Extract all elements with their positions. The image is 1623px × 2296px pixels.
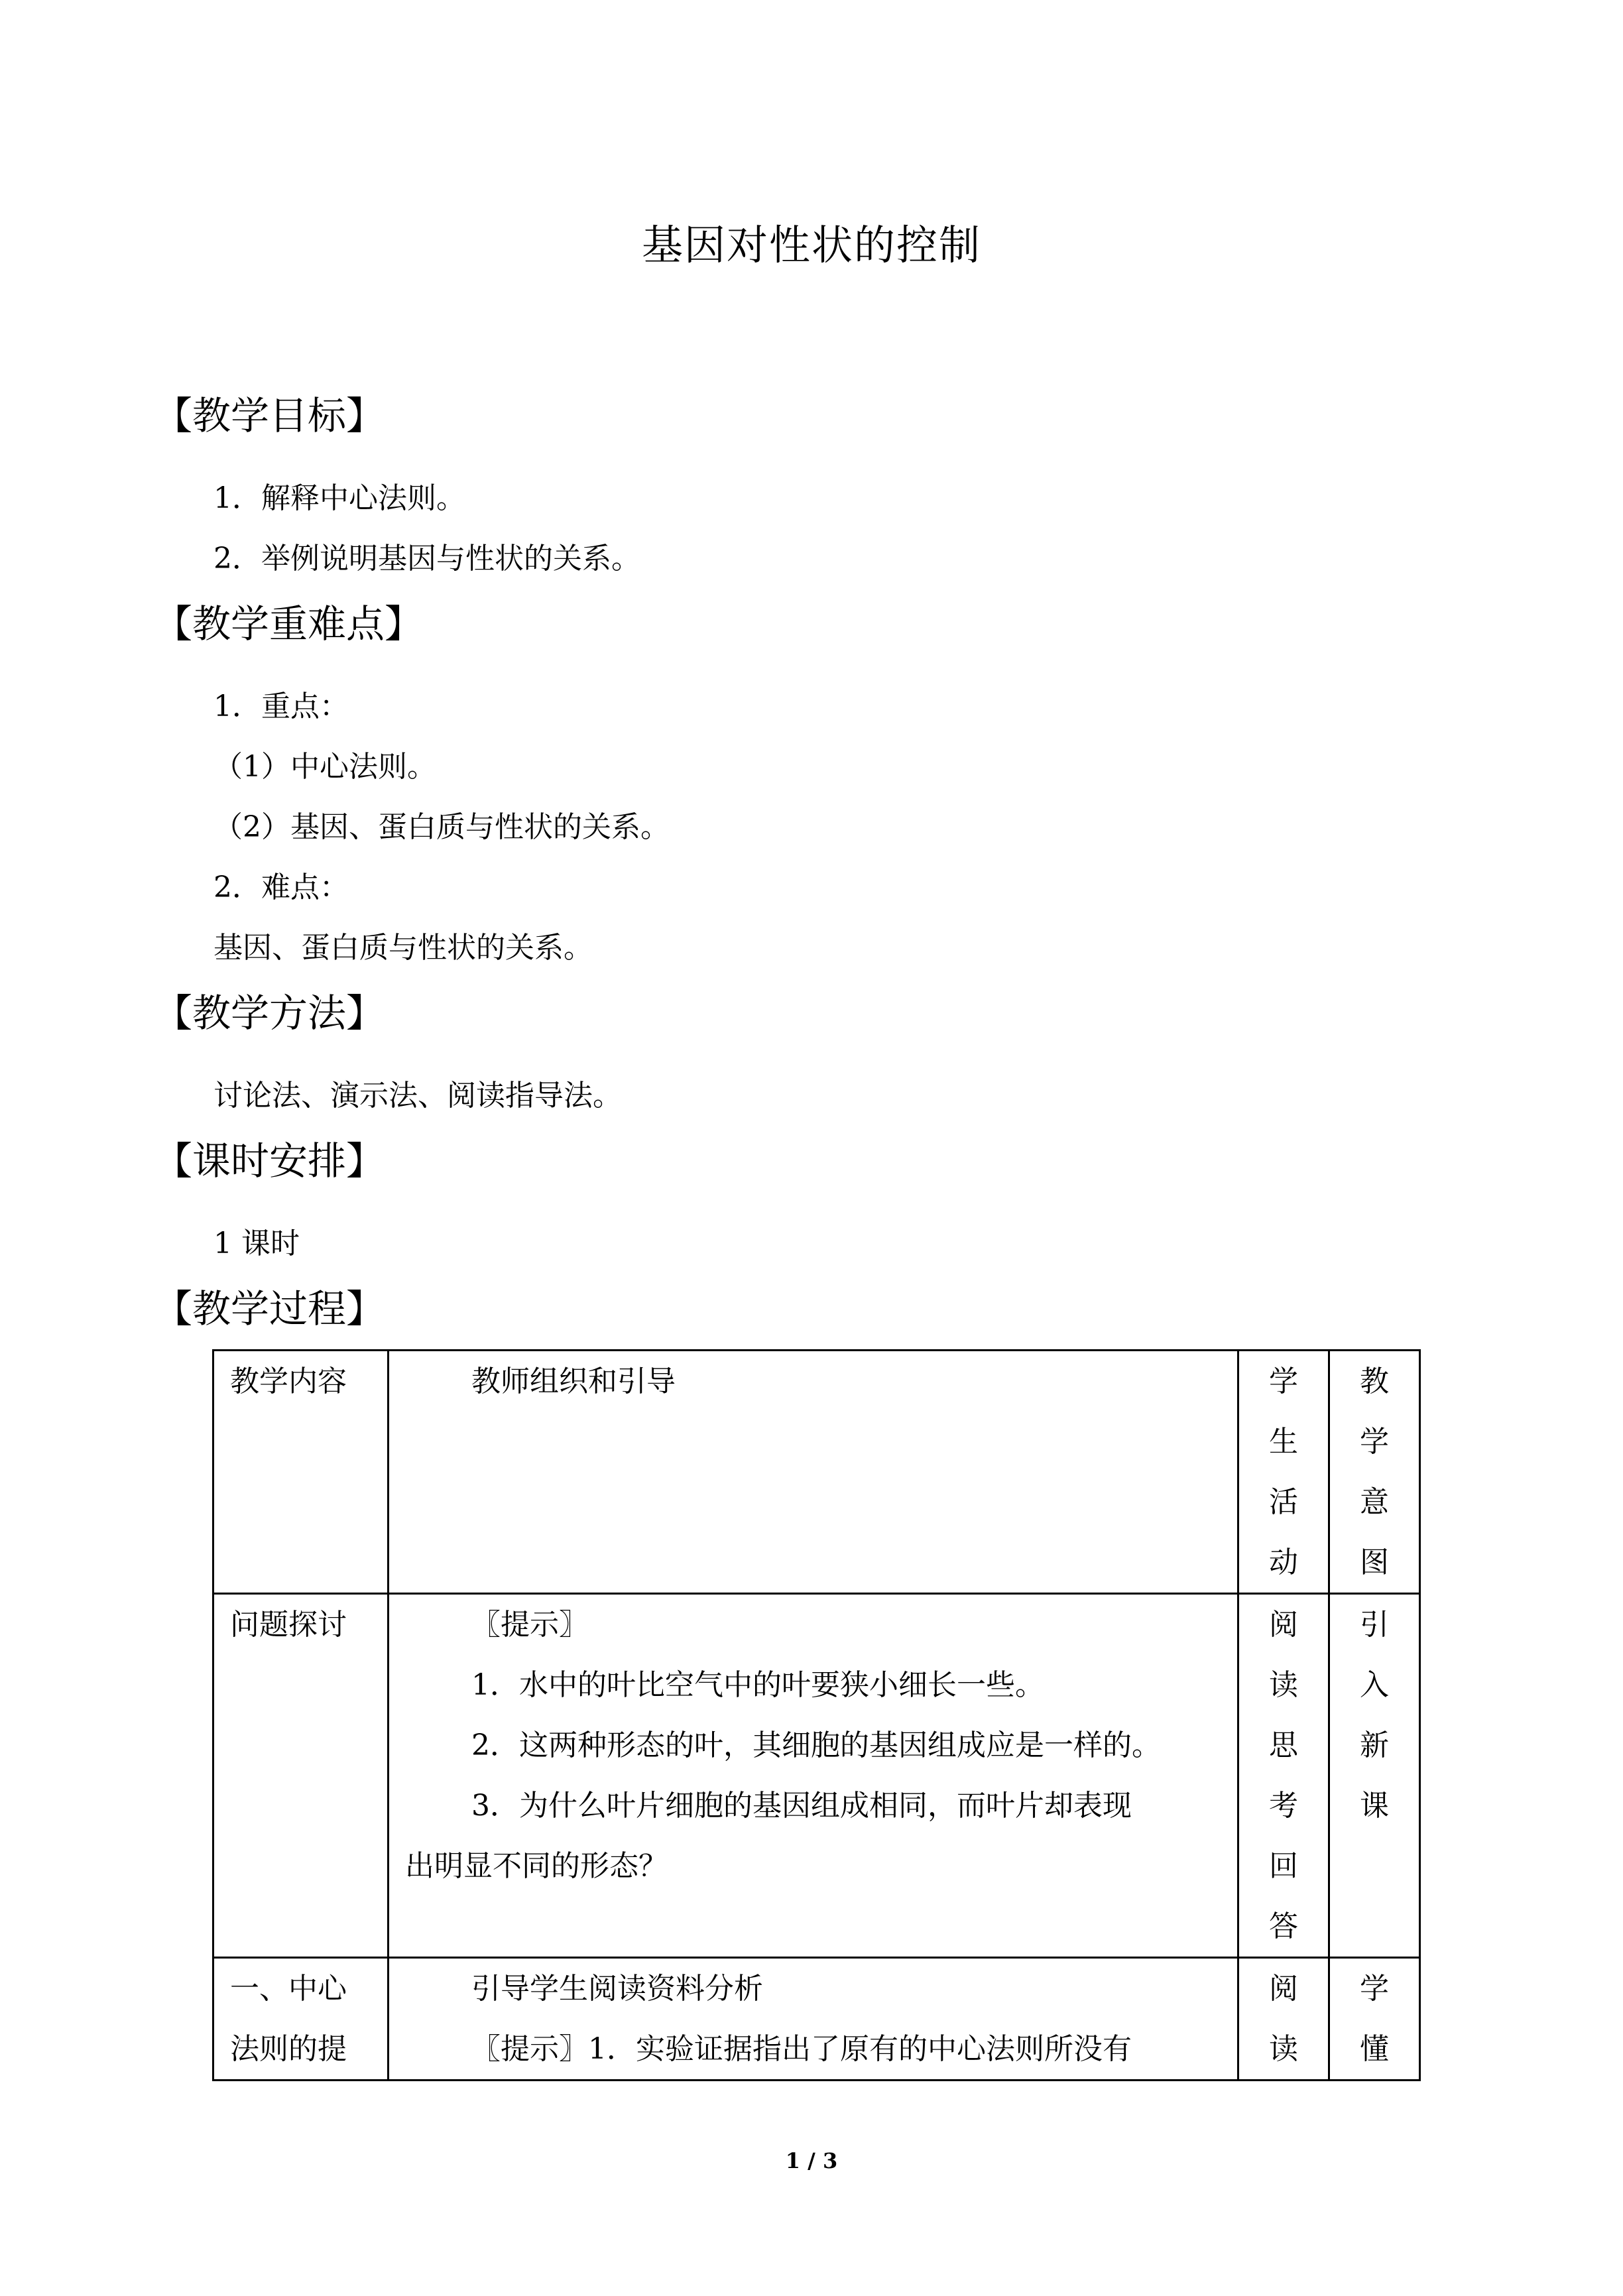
- header-intent-cell: [1329, 1351, 1420, 1594]
- objectives-heading: 【教学目标】: [154, 393, 385, 438]
- page-number: 1 / 3: [785, 2148, 838, 2173]
- header-intent-label: 教学意图: [1360, 1364, 1389, 1579]
- table-row: [213, 1958, 1420, 2081]
- row-content-cell: [213, 1594, 389, 1958]
- row-content-label: 问题探讨: [230, 1608, 347, 1642]
- row-content-cell: [213, 1958, 389, 2081]
- row-activity-cell: [1238, 1594, 1329, 1958]
- key-points-heading: 【教学重难点】: [154, 601, 424, 646]
- key-point-item-2: （1）中心法则。: [213, 750, 436, 784]
- header-guide-cell: [389, 1351, 1238, 1594]
- row-intent-label: 学懂: [1360, 1972, 1389, 2066]
- row-activity-cell: [1238, 1958, 1329, 2081]
- table-header-row: [213, 1351, 1420, 1594]
- row-content-label: 一、中心法则的提: [230, 1972, 347, 2066]
- row-intent-cell: [1329, 1594, 1420, 1958]
- row-guide-line: 出明显不同的形态？: [405, 1849, 668, 1883]
- key-point-item-1: 1．重点：: [213, 690, 349, 723]
- key-point-item-4: 2．难点：: [213, 871, 349, 904]
- methods-heading: 【教学方法】: [154, 991, 385, 1036]
- header-guide-label: 教师组织和引导: [471, 1364, 676, 1398]
- row-activity-label: 阅读思考回答: [1269, 1608, 1298, 1943]
- row-intent-label: 引入新课: [1360, 1608, 1389, 1823]
- schedule-heading: 【课时安排】: [154, 1138, 385, 1183]
- row-guide-line: 3．为什么叶片细胞的基因组成相同，而叶片却表现: [471, 1789, 1132, 1823]
- row-intent-cell: [1329, 1958, 1420, 2081]
- header-content-label: 教学内容: [230, 1364, 347, 1398]
- row-guide-cell: [389, 1594, 1238, 1958]
- header-content-cell: [213, 1351, 389, 1594]
- header-activity-label: 学生活动: [1269, 1364, 1298, 1579]
- page-title: 基因对性状的控制: [641, 221, 981, 269]
- process-table: [212, 1349, 1421, 2081]
- key-point-item-5: 基因、蛋白质与性状的关系。: [213, 931, 593, 965]
- row-activity-label: 阅读: [1269, 1972, 1298, 2066]
- row-guide-line: 2．这两种形态的叶，其细胞的基因组成应是一样的。: [471, 1728, 1161, 1762]
- key-point-item-3: （2）基因、蛋白质与性状的关系。: [213, 810, 670, 844]
- header-activity-cell: [1238, 1351, 1329, 1594]
- table-row: [213, 1594, 1420, 1958]
- objective-item-1: 1．解释中心法则。: [213, 481, 465, 515]
- process-heading: 【教学过程】: [154, 1286, 385, 1331]
- row-guide-line: 〖提示〗1．实验证据指出了原有的中心法则所没有: [471, 2032, 1132, 2066]
- objective-item-2: 2．举例说明基因与性状的关系。: [213, 542, 640, 575]
- row-guide-line: 1．水中的叶比空气中的叶要狭小细长一些。: [471, 1668, 1044, 1702]
- methods-item-1: 讨论法、演示法、阅读指导法。: [213, 1079, 622, 1113]
- row-guide-line: 〖提示〗: [471, 1608, 588, 1642]
- row-guide-line: 引导学生阅读资料分析: [471, 1972, 763, 2006]
- schedule-item-1: 1 课时: [213, 1227, 300, 1260]
- row-guide-cell: [389, 1958, 1238, 2081]
